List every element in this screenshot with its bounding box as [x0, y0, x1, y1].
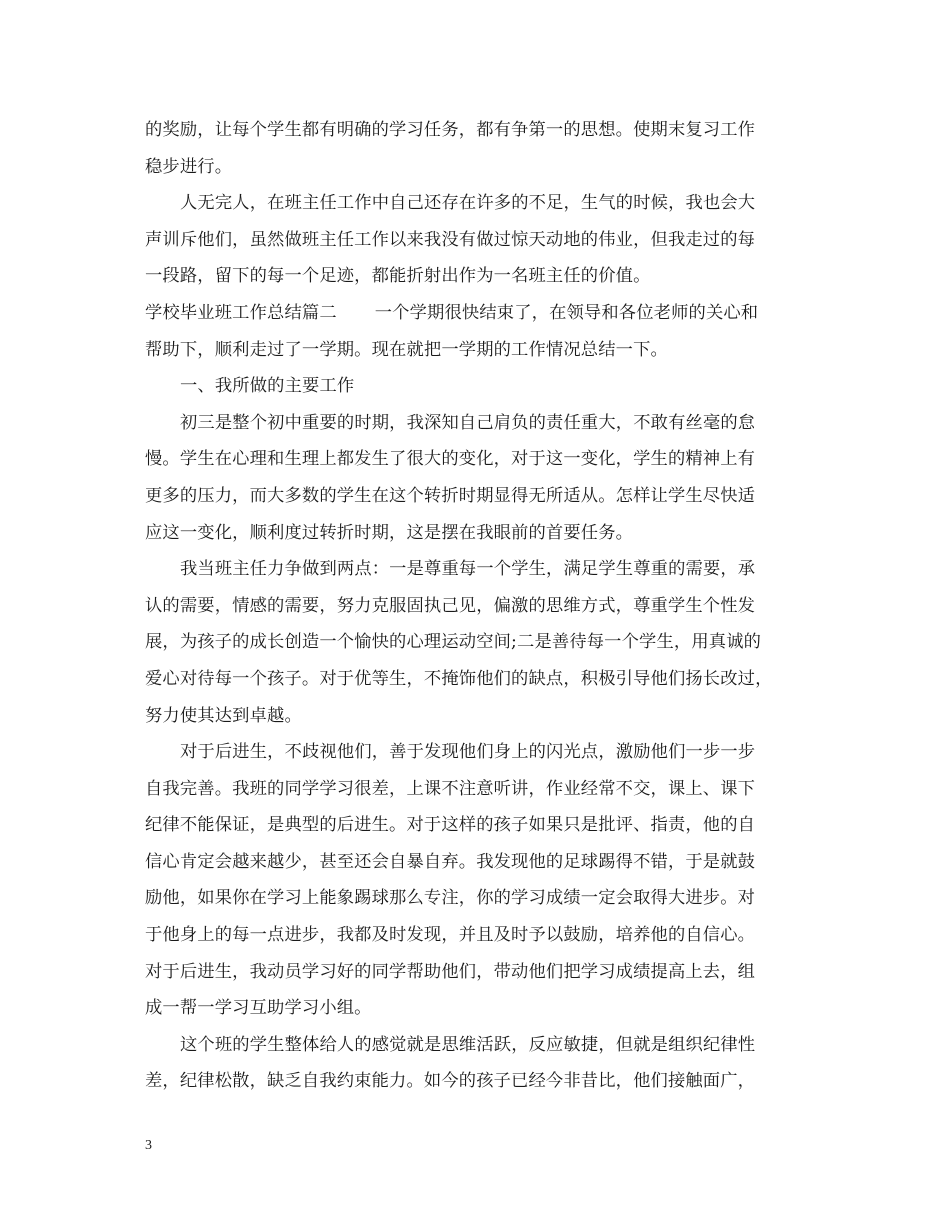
text-line-17: 努力使其达到卓越。	[145, 705, 302, 726]
text-line-5: 一段路，留下的每一个足迹，都能折射出作为一名班主任的价值。	[145, 266, 651, 287]
text-line-7: 帮助下，顺利走过了一学期。现在就把一学期的工作情况总结一下。	[145, 339, 668, 360]
text-line-20: 纪律不能保证，是典型的后进生。对于这样的孩子如果只是批评、指责，他的自	[145, 815, 756, 836]
text-line-12: 应这一变化，顺利度过转折时期，这是摆在我眼前的首要任务。	[145, 522, 634, 543]
text-line-1: 的奖励，让每个学生都有明确的学习任务，都有争第一的思想。使期末复习工作	[145, 120, 756, 140]
text-line-18: 对于后进生，不歧视他们，善于发现他们身上的闪光点，激励他们一步一步	[180, 742, 756, 763]
text-line-4: 声训斥他们，虽然做班主任工作以来我没有做过惊天动地的伟业，但我走过的每	[145, 229, 756, 250]
text-line-10: 慢。学生在心理和生理上都发生了很大的变化，对于这一变化，学生的精神上有	[145, 449, 756, 470]
text-line-22: 励他，如果你在学习上能象踢球那么专注，你的学习成绩一定会取得大进步。对	[145, 888, 756, 909]
text-line-14: 认的需要，情感的需要，努力克服固执己见，偏激的思维方式，尊重学生个性发	[145, 595, 756, 616]
text-line-27: 差，纪律松散，缺乏自我约束能力。如今的孩子已经今非昔比，他们接触面广，	[145, 1071, 756, 1092]
text-line-19: 自我完善。我班的同学学习很差，上课不注意听讲，作业经常不交，课上、课下	[145, 778, 756, 799]
page-number: 3	[145, 1138, 152, 1153]
heading-line-text: 一个学期很快结束了，在领导和各位老师的关心和	[374, 302, 759, 323]
document-body	[145, 112, 805, 1100]
section-heading: 学校毕业班工作总结篇二	[145, 302, 337, 323]
text-line-26: 这个班的学生整体给人的感觉就是思维活跃，反应敏捷，但就是组织纪律性	[180, 1034, 756, 1055]
subheading-main-work: 一、我所做的主要工作	[180, 376, 355, 397]
text-line-25: 成一帮一学习互助学习小组。	[145, 998, 372, 1019]
text-line-9: 初三是整个初中重要的时期，我深知自己肩负的责任重大，不敢有丝毫的怠	[180, 412, 756, 433]
text-line-16: 爱心对待每一个孩子。对于优等生，不掩饰他们的缺点，积极引导他们扬长改过，	[145, 668, 773, 689]
text-line-24: 对于后进生，我动员学习好的同学帮助他们，带动他们把学习成绩提高上去，组	[145, 961, 756, 982]
text-line-2: 稳步进行。	[145, 156, 233, 177]
text-line-3: 人无完人，在班主任工作中自己还存在许多的不足，生气的时候，我也会大	[180, 193, 756, 214]
text-line-15: 展，为孩子的成长创造一个愉快的心理运动空间;二是善待每一个学生，用真诚的	[145, 632, 762, 653]
text-line-21: 信心肯定会越来越少，甚至还会自暴自弃。我发现他的足球踢得不错，于是就鼓	[145, 851, 756, 872]
text-line-23: 于他身上的每一点进步，我都及时发现，并且及时予以鼓励，培养他的自信心。	[145, 925, 756, 946]
text-line-13: 我当班主任力争做到两点：一是尊重每一个学生，满足学生尊重的需要，承	[180, 559, 756, 580]
heading-line	[145, 295, 805, 332]
text-line-11: 更多的压力，而大多数的学生在这个转折时期显得无所适从。怎样让学生尽快适	[145, 485, 756, 506]
